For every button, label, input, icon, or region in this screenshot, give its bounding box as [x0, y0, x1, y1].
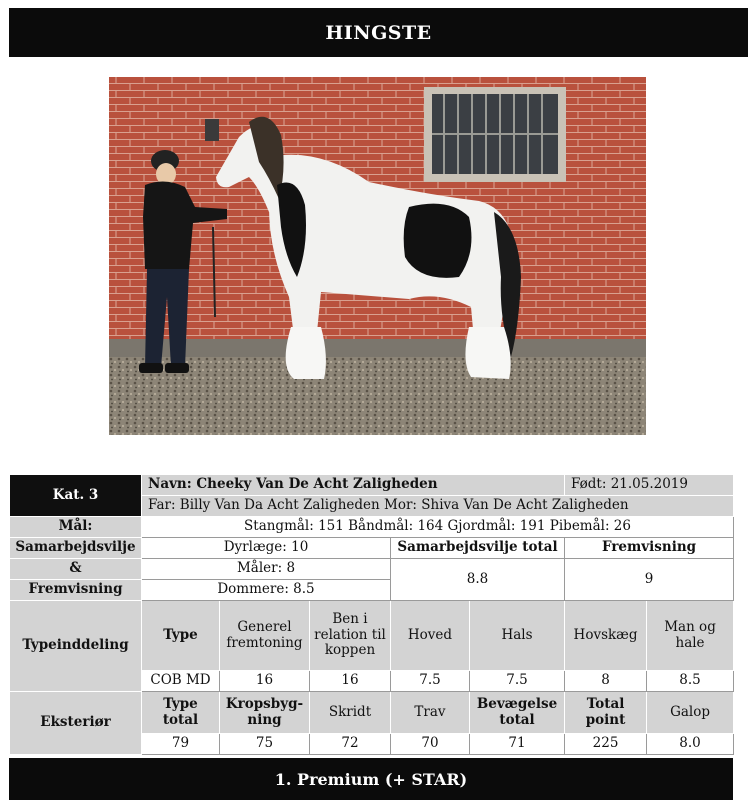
neck-header: Hals — [470, 601, 565, 671]
horse-photo-icon — [109, 77, 646, 435]
horse-photo — [109, 77, 646, 435]
feathering-value: 8 — [565, 671, 647, 692]
result-text: 1. Premium (+ STAR) — [274, 769, 468, 789]
general-appearance-header: Generel fremtoning — [220, 601, 310, 671]
measurements-values: Stangmål: 151 Båndmål: 164 Gjordmål: 191 Pibemål: 26 — [142, 517, 734, 538]
page-header — [9, 8, 748, 57]
movement-total-value: 71 — [470, 734, 565, 755]
cooperation-total-value: 8.8 — [391, 559, 565, 601]
parents-cell: Far: Billy Van Da Acht Zaligheden Mor: Shiva Van De Acht Zaligheden — [142, 496, 734, 517]
name-cell: Navn: Cheeky Van De Acht Zaligheden — [142, 475, 565, 496]
total-points-value: 225 — [565, 734, 647, 755]
body-build-header: Kropsbyg-ning — [220, 692, 310, 734]
horse-info-table — [9, 474, 734, 755]
walk-value: 72 — [310, 734, 391, 755]
type-total-header: Type total — [142, 692, 220, 734]
mane-tail-header: Man og hale — [647, 601, 734, 671]
exterior-label: Eksteriør — [10, 692, 142, 755]
general-appearance-value: 16 — [220, 671, 310, 692]
measurer-score: Måler: 8 — [142, 559, 391, 580]
presentation-header: Fremvisning — [565, 538, 734, 559]
page-title: HINGSTE — [325, 21, 432, 44]
presentation-value: 9 — [565, 559, 734, 601]
trot-value: 70 — [391, 734, 470, 755]
legs-header: Ben i relation til koppen — [310, 601, 391, 671]
canter-value: 8.0 — [647, 734, 734, 755]
mane-tail-value: 8.5 — [647, 671, 734, 692]
walk-header: Skridt — [310, 692, 391, 734]
category-cell: Kat. 3 — [10, 475, 142, 517]
judges-score: Dommere: 8.5 — [142, 580, 391, 601]
canter-header: Galop — [647, 692, 734, 734]
type-classification-label: Typeinddeling — [10, 601, 142, 692]
legs-value: 16 — [310, 671, 391, 692]
type-total-value: 79 — [142, 734, 220, 755]
cooperation-label-3: Fremvisning — [10, 580, 142, 601]
type-header: Type — [142, 601, 220, 671]
measurements-label: Mål: — [10, 517, 142, 538]
total-points-header: Total point — [565, 692, 647, 734]
result-banner — [9, 758, 733, 800]
neck-value: 7.5 — [470, 671, 565, 692]
movement-total-header: Bevægelse total — [470, 692, 565, 734]
head-header: Hoved — [391, 601, 470, 671]
vet-score: Dyrlæge: 10 — [142, 538, 391, 559]
trot-header: Trav — [391, 692, 470, 734]
head-value: 7.5 — [391, 671, 470, 692]
cooperation-label-1: Samarbejdsvilje — [10, 538, 142, 559]
feathering-header: Hovskæg — [565, 601, 647, 671]
born-cell: Født: 21.05.2019 — [565, 475, 734, 496]
cooperation-total-header: Samarbejdsvilje total — [391, 538, 565, 559]
body-build-value: 75 — [220, 734, 310, 755]
cooperation-label-2: & — [10, 559, 142, 580]
type-value: COB MD — [142, 671, 220, 692]
